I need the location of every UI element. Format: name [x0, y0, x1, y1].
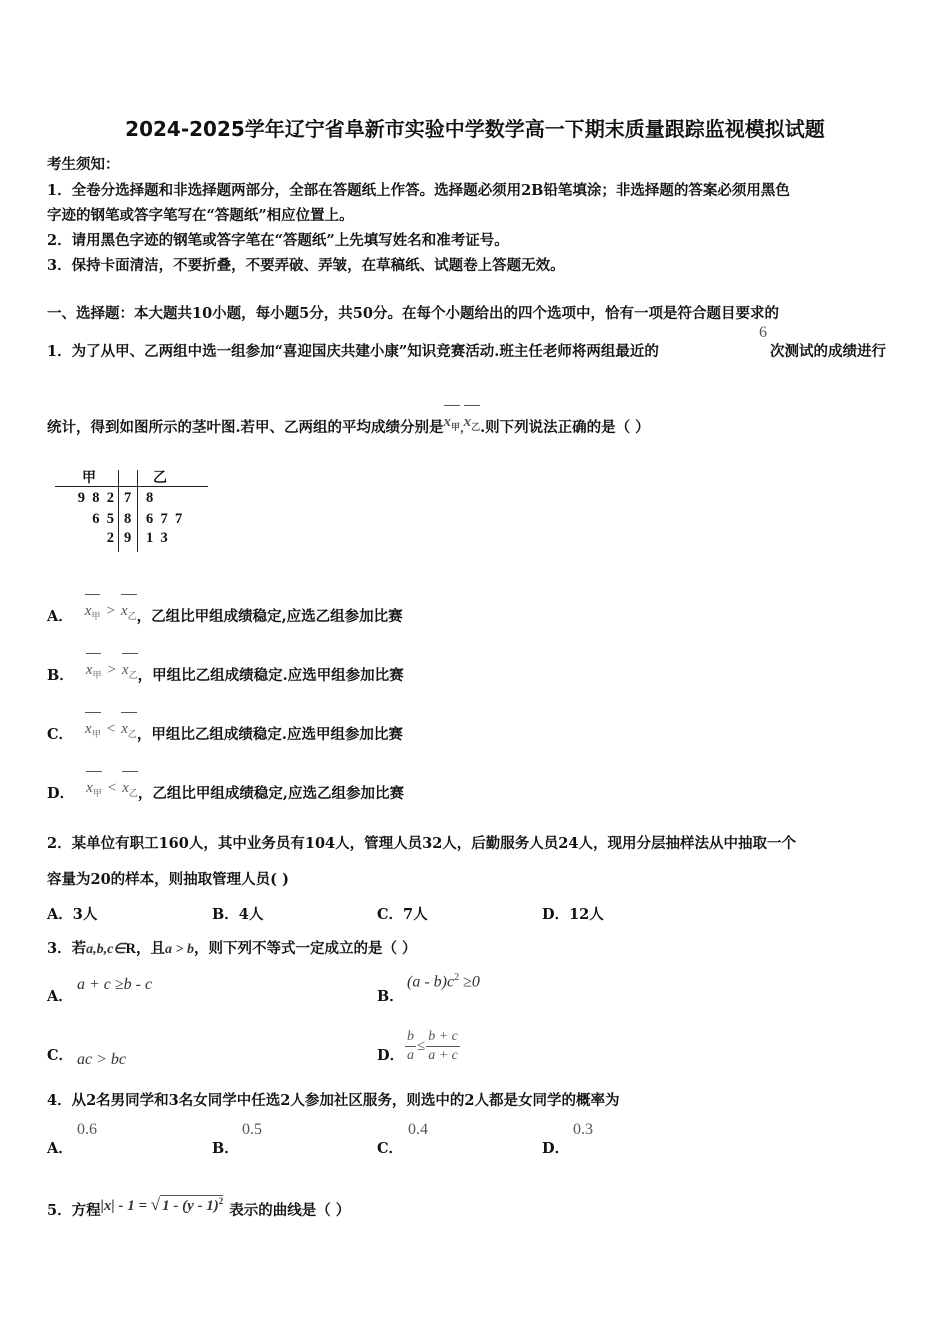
q3-option-a-label[interactable]: A． [47, 988, 73, 1005]
plot-row-1-stem: 7 [124, 490, 132, 506]
plot-row-2-right: 6 7 7 [146, 511, 183, 527]
option-d-xbar-yi: $x_乙$ [122, 780, 138, 798]
q2-line-1 [47, 832, 796, 853]
q3-real-set: R [125, 941, 136, 957]
q3-option-b-label[interactable]: B． [377, 988, 404, 1005]
q1-comma: , [460, 421, 464, 436]
q1-option-c[interactable]: C． $x_甲 < x_乙$，甲组比乙组成绩稳定.应选甲组参加比赛 [47, 721, 403, 743]
q1-text-1b: 次测试的成绩进行 [770, 343, 886, 360]
option-c-xbar-jia: $x_甲$ [85, 721, 101, 739]
plot-row-3-left: 2 [106, 530, 114, 546]
notice-line-1b: 字迹的钢笔或答字笔写在“答题纸”相应位置上。 [47, 207, 354, 224]
q2-option-d[interactable]: D．12人 [542, 906, 604, 923]
plot-row-2-stem: 8 [124, 511, 132, 527]
notice-line-3: 3．保持卡面清洁，不要折叠，不要弄破、弄皱，在草稿纸、试题卷上答题无效。 [47, 257, 565, 274]
q4-option-b-value: 0.5 [242, 1121, 262, 1138]
q3-option-a-expr: a + c ≥b - c [77, 976, 153, 993]
notice-heading: 考生须知： [47, 156, 120, 173]
q2-option-b[interactable]: B．4人 [212, 906, 264, 923]
q4-option-a-value: 0.6 [77, 1121, 97, 1138]
option-a-relation: > [106, 603, 115, 619]
plot-row-1-right: 8 [146, 490, 154, 506]
plot-row-2-left: 6 5 [92, 511, 114, 527]
q4-number: 4． [47, 1092, 72, 1109]
option-c-xbar-yi: $x_乙$ [121, 721, 137, 739]
q3-text-c: ，则下列不等式一定成立的是（ ） [193, 940, 417, 957]
plot-header-yi: 乙 [153, 470, 167, 486]
q3-option-d-expr [405, 1028, 460, 1065]
option-d-relation: < [107, 780, 117, 796]
option-c-relation: < [106, 721, 116, 737]
q5-text-a: 方程 [71, 1202, 101, 1219]
q1-number: 1． [47, 343, 72, 360]
q3-number: 3． [47, 940, 72, 957]
q1-xbar-yi: $x_乙$ [463, 414, 481, 432]
q4-option-c-value: 0.4 [408, 1121, 428, 1138]
q3-line [47, 937, 417, 958]
plot-row-3-right: 1 3 [146, 530, 168, 546]
q5-line [47, 1195, 350, 1220]
section-heading: 一、选择题：本大题共10小题，每小题5分，共50分。在每个小题给出的四个选项中，恰有一项是符合题目要求的 [47, 305, 779, 322]
q4-line [47, 1089, 619, 1110]
q3-text-a: 若 [71, 940, 87, 957]
q1-line-2 [47, 414, 650, 437]
q4-option-d-label[interactable]: D． [542, 1140, 570, 1157]
q1-option-d[interactable]: D． $x_甲 < x_乙$，乙组比甲组成绩稳定,应选乙组参加比赛 [47, 780, 404, 802]
plot-header-jia: 甲 [82, 470, 96, 486]
option-a-xbar-jia: $x_甲$ [84, 603, 101, 621]
option-b-relation: > [107, 662, 116, 678]
d-relation: ≤ [417, 1038, 426, 1054]
q2-number: 2． [47, 835, 72, 852]
q5-text-b: 表示的曲线是（ ） [229, 1202, 351, 1219]
q5-number: 5． [47, 1202, 72, 1219]
option-d-xbar-jia: $x_甲$ [86, 780, 102, 798]
q2-text-1: 某单位有职工160人，其中业务员有104人，管理人员32人，后勤服务人员24人，现用分层抽样法从中抽取一个 [71, 835, 796, 852]
plot-row-1-left: 9 8 2 [77, 490, 114, 506]
q3-option-d-label[interactable]: D． [377, 1047, 405, 1064]
q2-option-c[interactable]: C．7人 [377, 906, 428, 923]
q3-condition-set: a,b,c∈ [86, 942, 126, 957]
q1-text-1: 为了从甲、乙两组中选一组参加“喜迎国庆共建小康”知识竞赛活动.班主任老师将两组最近的 [71, 343, 659, 360]
q3-condition-order: a > b [165, 942, 194, 957]
q2-option-a[interactable]: A．3人 [47, 906, 98, 923]
plot-vline-right [137, 470, 138, 552]
q3-option-c-expr: ac > bc [77, 1051, 126, 1068]
d-fraction-left: $\frac{b}{a}$ [407, 1029, 414, 1063]
q1-text-2a: 统计，得到如图所示的茎叶图.若甲、乙两组的平均成绩分别是 [47, 419, 444, 436]
page-title: 2024-2025学年辽宁省阜新市实验中学数学高一下期末质量跟踪监视模拟试题 [125, 117, 825, 141]
q3-option-b-expr: $(a - b)c^2 \ge 0$ [407, 972, 480, 991]
q1-text-2b: .则下列说法正确的是（ ） [480, 419, 650, 436]
notice-line-2: 2．请用黑色字迹的钢笔或答字笔在“答题纸”上先填写姓名和准考证号。 [47, 232, 509, 249]
plot-vline-left [118, 470, 119, 552]
stem-leaf-plot [55, 468, 215, 553]
q3-text-b: ，且 [136, 940, 165, 957]
q4-text: 从2名男同学和3名女同学中任选2人参加社区服务，则选中的2人都是女同学的概率为 [71, 1092, 620, 1109]
option-b-xbar-jia: $x_甲$ [85, 662, 102, 680]
q4-option-c-label[interactable]: C． [377, 1140, 404, 1157]
option-b-xbar-yi: $x_乙$ [121, 662, 138, 680]
q2-text-2: 容量为20的样本，则抽取管理人员( ) [47, 871, 289, 888]
q4-option-b-label[interactable]: B． [212, 1140, 239, 1157]
option-a-xbar-yi: $x_乙$ [120, 603, 137, 621]
q3-option-c-label[interactable]: C． [47, 1047, 74, 1064]
q5-equation: |x| - 1 = √ 1 - (y - 1)$^2$ [100, 1195, 224, 1214]
plot-row-3-stem: 9 [124, 530, 132, 546]
plot-hline [55, 486, 208, 487]
q1-xbar-jia: $x_甲$ [443, 414, 461, 432]
notice-line-1a: 1．全卷分选择题和非选择题两部分，全部在答题纸上作答。选择题必须用2B铅笔填涂；非选择题的答案必须用黑色 [47, 182, 790, 199]
q1-option-b[interactable]: B． $x_甲 > x_乙$，甲组比乙组成绩稳定.应选甲组参加比赛 [47, 662, 404, 684]
q4-option-a-label[interactable]: A． [47, 1140, 73, 1157]
q1-option-a[interactable]: A． $x_甲 > x_乙$，乙组比甲组成绩稳定,应选乙组参加比赛 [47, 603, 403, 625]
d-fraction-right: $\frac{b + c}{a + c}$ [428, 1029, 458, 1063]
q4-option-d-value: 0.3 [573, 1121, 593, 1138]
q1-line-1 [47, 340, 659, 361]
q1-six: 6 [759, 324, 767, 341]
